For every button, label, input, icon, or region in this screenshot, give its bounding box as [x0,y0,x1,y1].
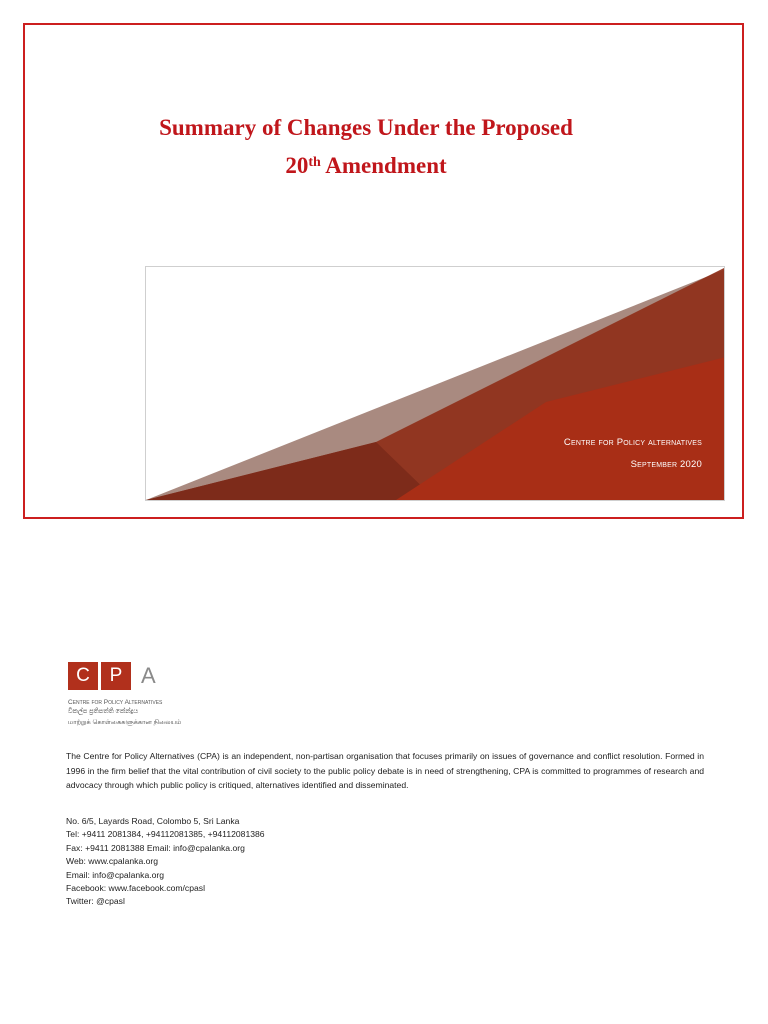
document-title-line1: Summary of Changes Under the Proposed [159,115,573,140]
contact-fax: Fax: +9411 2081388 Email: info@cpalanka.org [66,842,245,853]
contact-address: No. 6/5, Layards Road, Colombo 5, Sri Lanka [66,816,240,826]
logo-letter-a: A [141,663,156,688]
document-title-line2 [0,154,750,177]
contact-email: Email: info@cpalanka.org [66,869,165,880]
organisation-name: Centre for Policy alternatives [563,437,702,448]
contact-telephone: Tel: +9411 2081384, +94112081385, +94112081386 [66,829,265,840]
contact-facebook: Facebook: www.facebook.com/cpasl [66,883,205,894]
title-number: 20 [285,153,309,178]
logo-letter-c: C [68,662,98,690]
logo-sinhala-text: විකල්ප ප්‍රතිපත්ති කේන්ද්‍රය [68,708,139,715]
publication-date: September 2020 [630,459,702,470]
cpa-logo [68,662,182,742]
cover-banner [145,266,725,501]
title-superscript: th [308,155,321,170]
contact-twitter: Twitter: @cpasl [66,896,125,907]
organisation-description: The Centre for Policy Alternatives (CPA) is an independent, non-partisan organisation that focuses primarily on issues of governance and conflict resolution. Formed in 1996 in the firm belief that the vital contribution of civil society to the public policy debate is in need of strengthening, CPA is committed to programmes of research and advocacy through which public policy is critiqued, alternatives identified and disseminated. [66,751,704,790]
logo-caption: Centre for Policy Alternatives [68,699,163,706]
contact-web: Web: www.cpalanka.org [66,856,159,867]
title-word: Amendment [325,153,447,178]
logo-tamil-text: மாற்றுக் கொள்கைகளுக்கான நிலையம் [68,719,182,726]
contact-details [66,815,265,909]
logo-letter-p: P [101,662,131,690]
